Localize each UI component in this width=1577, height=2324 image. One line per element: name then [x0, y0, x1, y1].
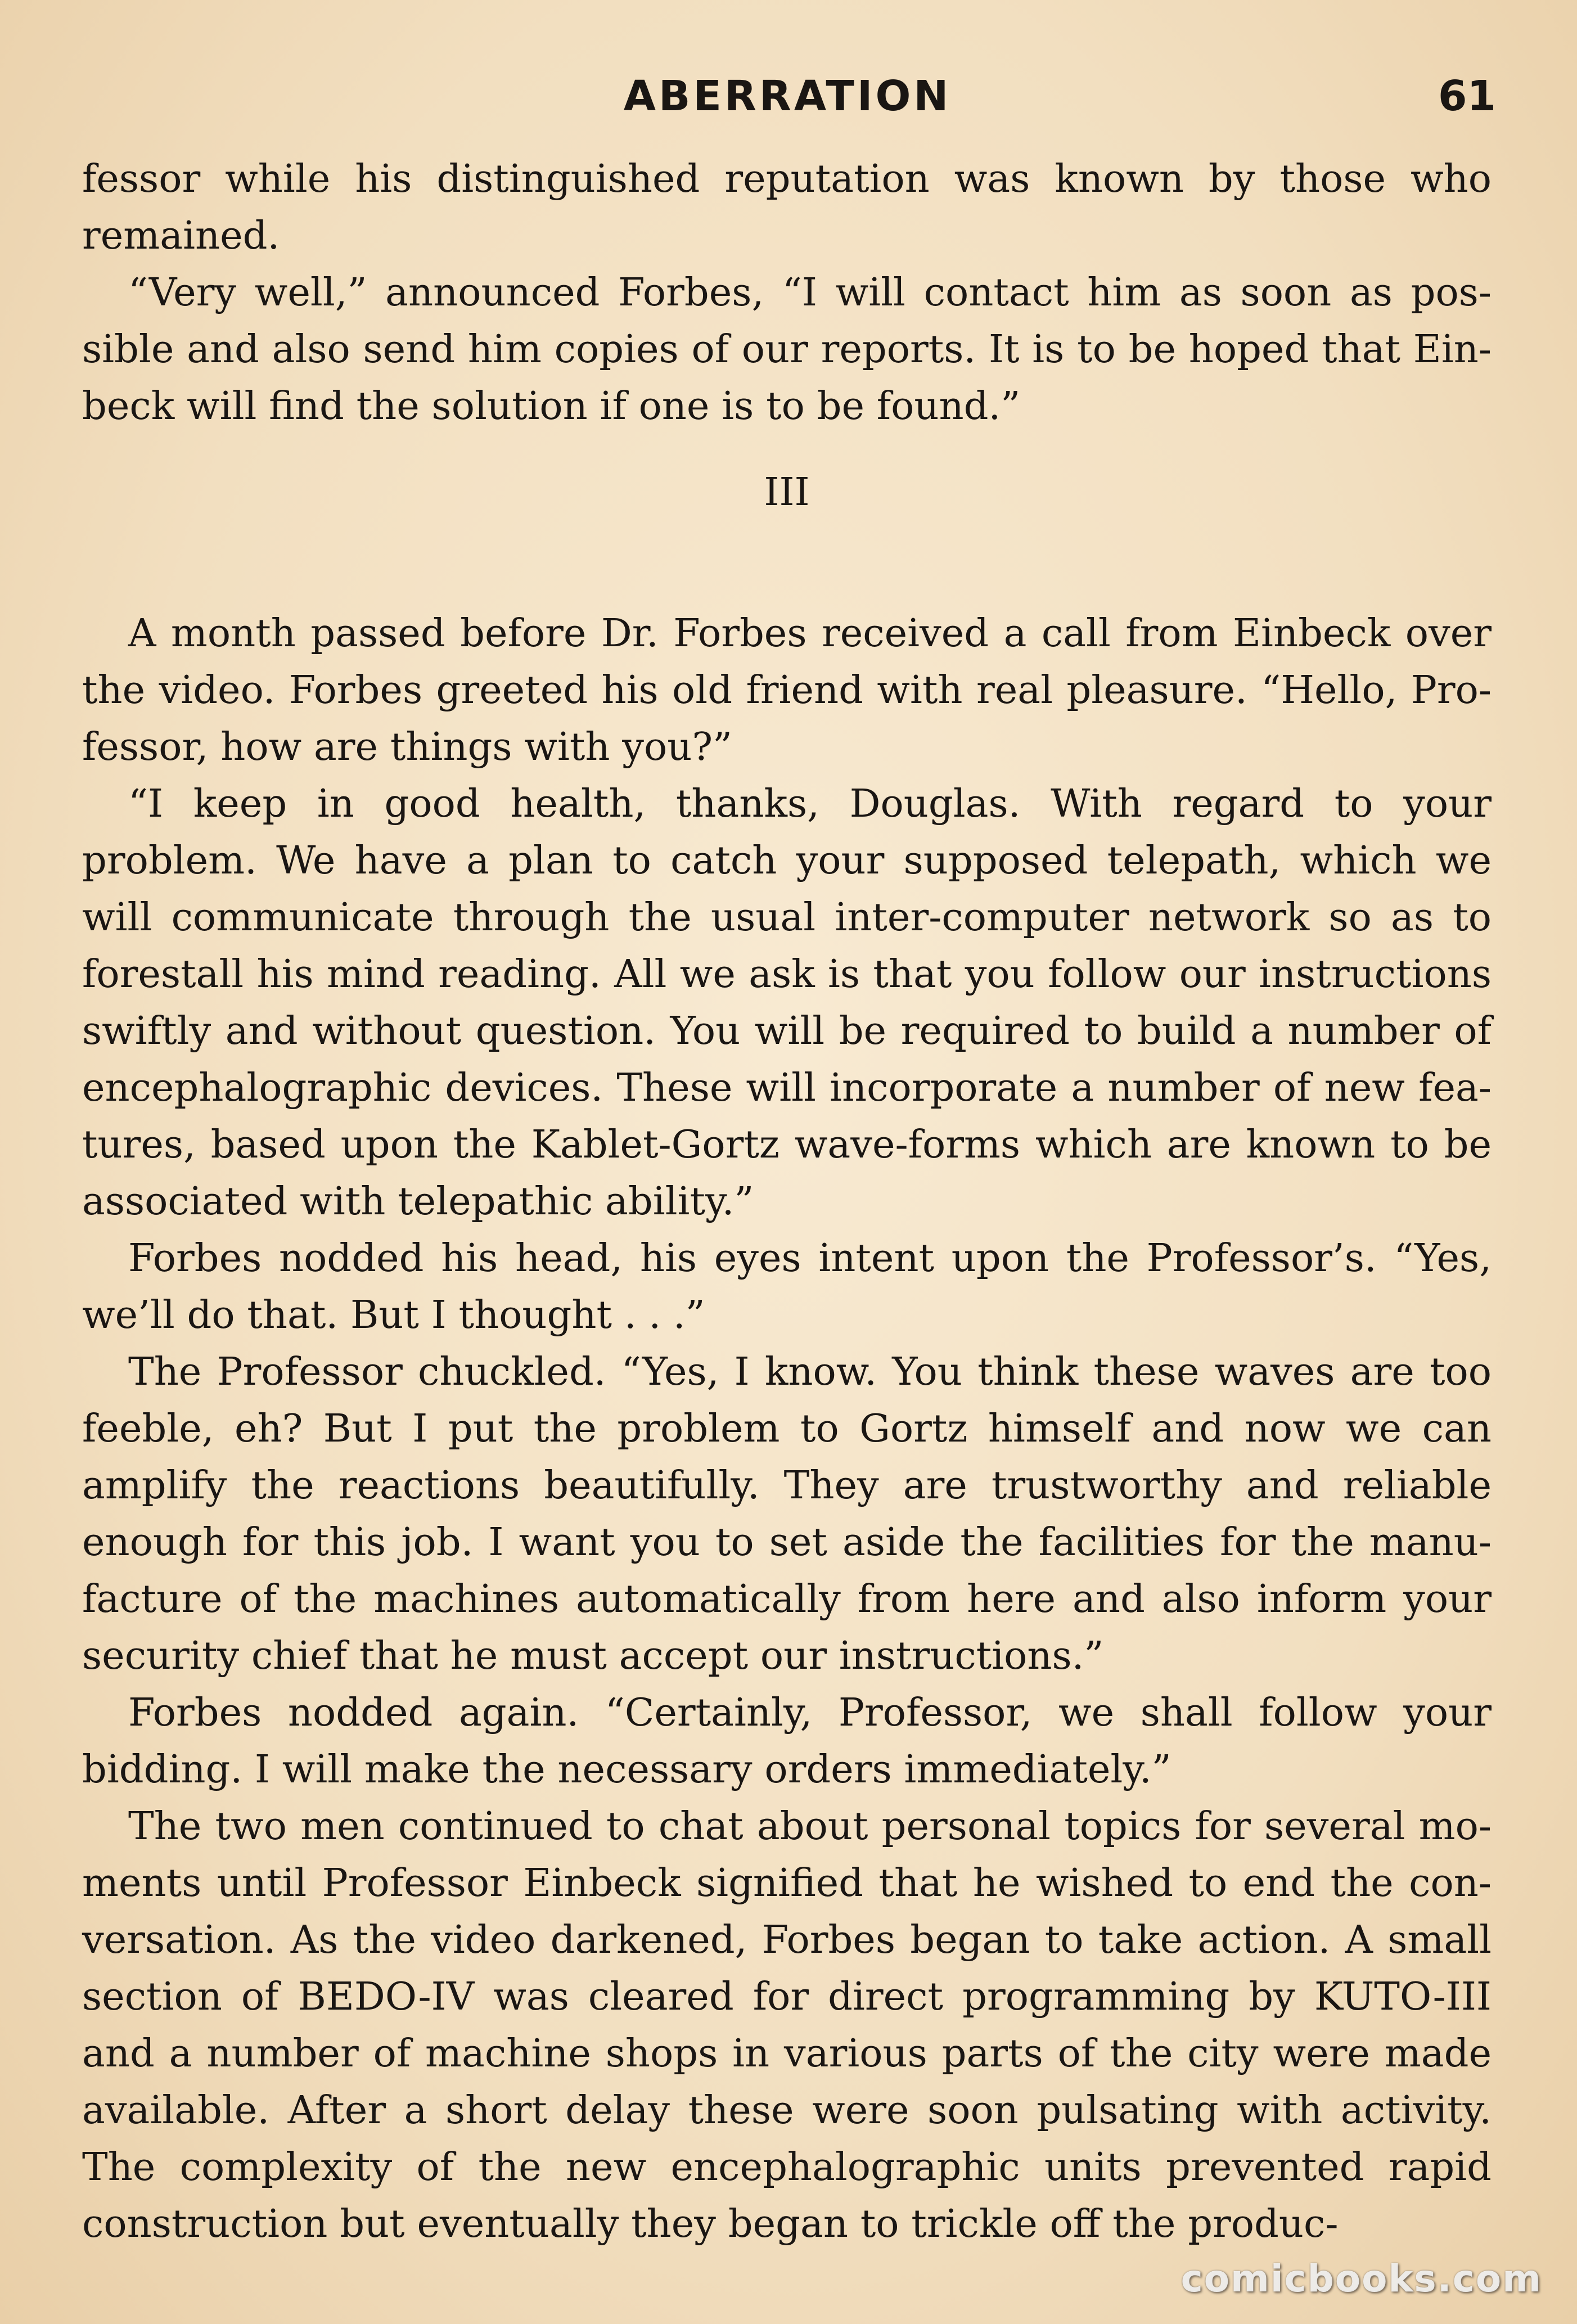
page-header [79, 72, 1496, 134]
paragraph: Forbes nodded his head, his eyes intent upon the Professor’s. “Yes, we’ll do that. But I thought . . .” [82, 1236, 1492, 1337]
site-watermark: comicbooks.com [1181, 2257, 1542, 2300]
paragraph: The two men continued to chat about personal topics for several moments until Professor Einbeck signified that he wished to end the conversation. As the video darkened, Forbes began to take action. A small section of BEDO-IV was cleared for direct programming by KUTO-III and a number of machine shops in various parts of the city were made available. After a short delay these were soon pulsating with activity. The complexity of the new encephalographic units prevented rapid construction but eventually they began to trickle off the produc- [82, 1804, 1492, 2246]
running-head: ABERRATION [623, 72, 952, 120]
paragraph: “Very well,” announced Forbes, “I will contact him as soon as possible and also send him copies of our reports. It is to be hoped that Einbeck will find the solution if one is to be found.” [82, 270, 1492, 429]
paragraph: A month passed before Dr. Forbes received a call from Einbeck over the video. Forbes greeted his old friend with real pleasure. “Hello, Professor, how are things with you?” [82, 611, 1492, 769]
chapter-heading: III [764, 470, 810, 515]
paragraph: “I keep in good health, thanks, Douglas. With regard to your problem. We have a plan to catch your supposed telepath, which we will communicate through the usual inter-computer network so as to forestall his mind reading. All we ask is that you follow our instructions swiftly and without question. You will be required to build a number of encephalographic devices. These will incorporate a number of new features, based upon the Kablet-Gortz wave-forms which are known to be associated with telepathic ability.” [82, 781, 1492, 1224]
paragraph-continuation: fessor while his distinguished reputation was known by those who remained. [82, 156, 1492, 258]
body-text [82, 151, 1492, 2253]
paragraph: Forbes nodded again. “Certainly, Professor, we shall follow your bidding. I will make the necessary orders immediately.” [82, 1690, 1492, 1792]
paragraph: The Professor chuckled. “Yes, I know. You think these waves are too feeble, eh? But I put the problem to Gortz himself and now we can amplify the reactions beautifully. They are trustworthy and reliable enough for this job. I want you to set aside the facilities for the manufacture of the machines automatically from here and also inform your security chief that he must accept our instructions.” [82, 1349, 1492, 1678]
page-number: 61 [1438, 72, 1496, 120]
